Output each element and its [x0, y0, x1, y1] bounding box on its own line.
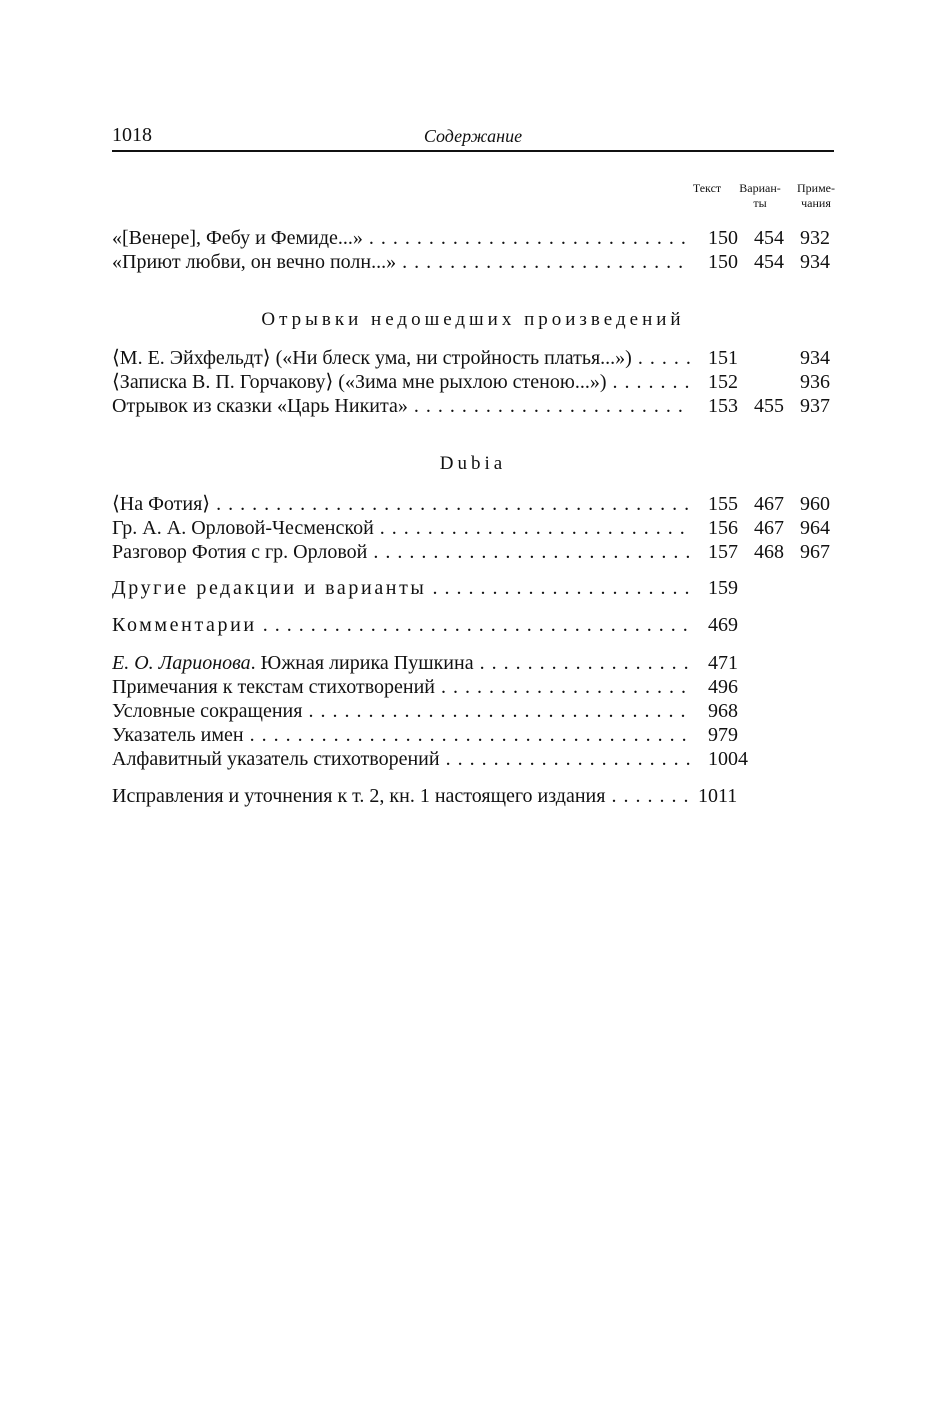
- text-page: 1004: [708, 748, 748, 770]
- notes-page: 960: [800, 493, 830, 515]
- column-headers: [685, 181, 845, 213]
- running-title: Содержание: [423, 126, 523, 146]
- entry-title: «Приют любви, он вечно полн...»: [112, 251, 397, 273]
- text-page: 471: [708, 652, 738, 674]
- variants-page: 468: [754, 541, 784, 563]
- page-number: 1018: [112, 124, 152, 146]
- toc-entry-commentary[interactable]: [112, 613, 834, 637]
- variants-page: 454: [754, 251, 784, 273]
- entry-title: ⟨М. Е. Эйхфельдт⟩ («Ни блеск ума, ни стройность платья...»): [112, 347, 632, 369]
- entry-author: Е. О. Ларионова: [112, 652, 251, 674]
- toc-entry[interactable]: [112, 747, 834, 771]
- toc-entry[interactable]: [112, 723, 834, 747]
- text-page: 159: [708, 577, 738, 599]
- notes-page: 967: [800, 541, 830, 563]
- variants-page: [744, 370, 784, 394]
- notes-page: 937: [800, 395, 830, 417]
- text-page: 496: [708, 676, 738, 698]
- toc-entry[interactable]: [112, 675, 834, 699]
- toc-entry-other-editions[interactable]: [112, 576, 834, 600]
- toc-entry[interactable]: [112, 651, 834, 675]
- text-page: 153: [708, 395, 738, 417]
- toc-entry[interactable]: [112, 699, 834, 723]
- toc-group-commentary: [112, 613, 834, 637]
- variants-page: 467: [754, 517, 784, 539]
- entry-title: Алфавитный указатель стихотворений: [112, 748, 440, 770]
- section-heading-dubia: Dubia: [439, 453, 507, 474]
- text-page: 156: [708, 517, 738, 539]
- toc-entry[interactable]: [112, 226, 834, 250]
- notes-page: 932: [800, 227, 830, 249]
- notes-page: 934: [800, 347, 830, 369]
- text-page: 152: [708, 371, 738, 393]
- column-header-notes: Приме- чания: [796, 181, 835, 210]
- section-heading-fragments: Отрывки недошедших произведений: [261, 309, 685, 330]
- notes-page: 964: [800, 517, 830, 539]
- text-page: 968: [708, 700, 738, 722]
- entry-title: Другие редакции и варианты: [112, 577, 427, 599]
- text-page: 150: [708, 251, 738, 273]
- entry-title: Гр. А. А. Орловой-Чесменской: [112, 517, 374, 539]
- variants-page: [744, 346, 784, 370]
- column-header-text: Текст: [692, 181, 722, 195]
- text-page: 1011: [698, 785, 738, 807]
- toc-group-corrections: [112, 784, 834, 808]
- page-header: [112, 118, 834, 152]
- entry-title: ⟨Записка В. П. Горчакову⟩ («Зима мне рыхлою стеною...»): [112, 371, 607, 393]
- entry-title: Комментарии: [112, 614, 257, 636]
- toc-entry[interactable]: [112, 540, 834, 564]
- entry-title: Отрывок из сказки «Царь Никита»: [112, 395, 408, 417]
- toc-entry[interactable]: [112, 250, 834, 274]
- toc-entry[interactable]: [112, 516, 834, 540]
- toc-entry[interactable]: [112, 346, 834, 370]
- entry-title: Примечания к текстам стихотворений: [112, 676, 435, 698]
- text-page: 469: [708, 614, 738, 636]
- entry-title: Указатель имен: [112, 724, 244, 746]
- toc-entry[interactable]: [112, 394, 834, 418]
- column-header-variants: Вариан- ты: [739, 181, 781, 210]
- toc-entry[interactable]: [112, 492, 834, 516]
- entry-title: Исправления и уточнения к т. 2, кн. 1 настоящего издания: [112, 785, 606, 807]
- toc-group-other-editions: [112, 576, 834, 600]
- entry-title: Разговор Фотия с гр. Орловой: [112, 541, 368, 563]
- text-page: 979: [708, 724, 738, 746]
- text-page: 157: [708, 541, 738, 563]
- notes-page: 934: [800, 251, 830, 273]
- toc-group-commentary-items: [112, 651, 834, 771]
- notes-page: 936: [800, 371, 830, 393]
- toc-group-poems: [112, 226, 834, 274]
- text-page: 151: [708, 347, 738, 369]
- entry-title: «[Венере], Фебу и Фемиде...»: [112, 227, 363, 249]
- entry-title: Условные сокращения: [112, 700, 303, 722]
- variants-page: 467: [754, 493, 784, 515]
- text-page: 155: [708, 493, 738, 515]
- toc-entry-corrections[interactable]: [112, 784, 834, 808]
- toc-group-fragments: [112, 346, 834, 418]
- entry-title: . Южная лирика Пушкина: [250, 652, 474, 674]
- text-page: 150: [708, 227, 738, 249]
- toc-group-dubia: [112, 492, 834, 564]
- entry-title: ⟨На Фотия⟩: [112, 493, 211, 515]
- toc-entry[interactable]: [112, 370, 834, 394]
- variants-page: 455: [754, 395, 784, 417]
- variants-page: 454: [754, 227, 784, 249]
